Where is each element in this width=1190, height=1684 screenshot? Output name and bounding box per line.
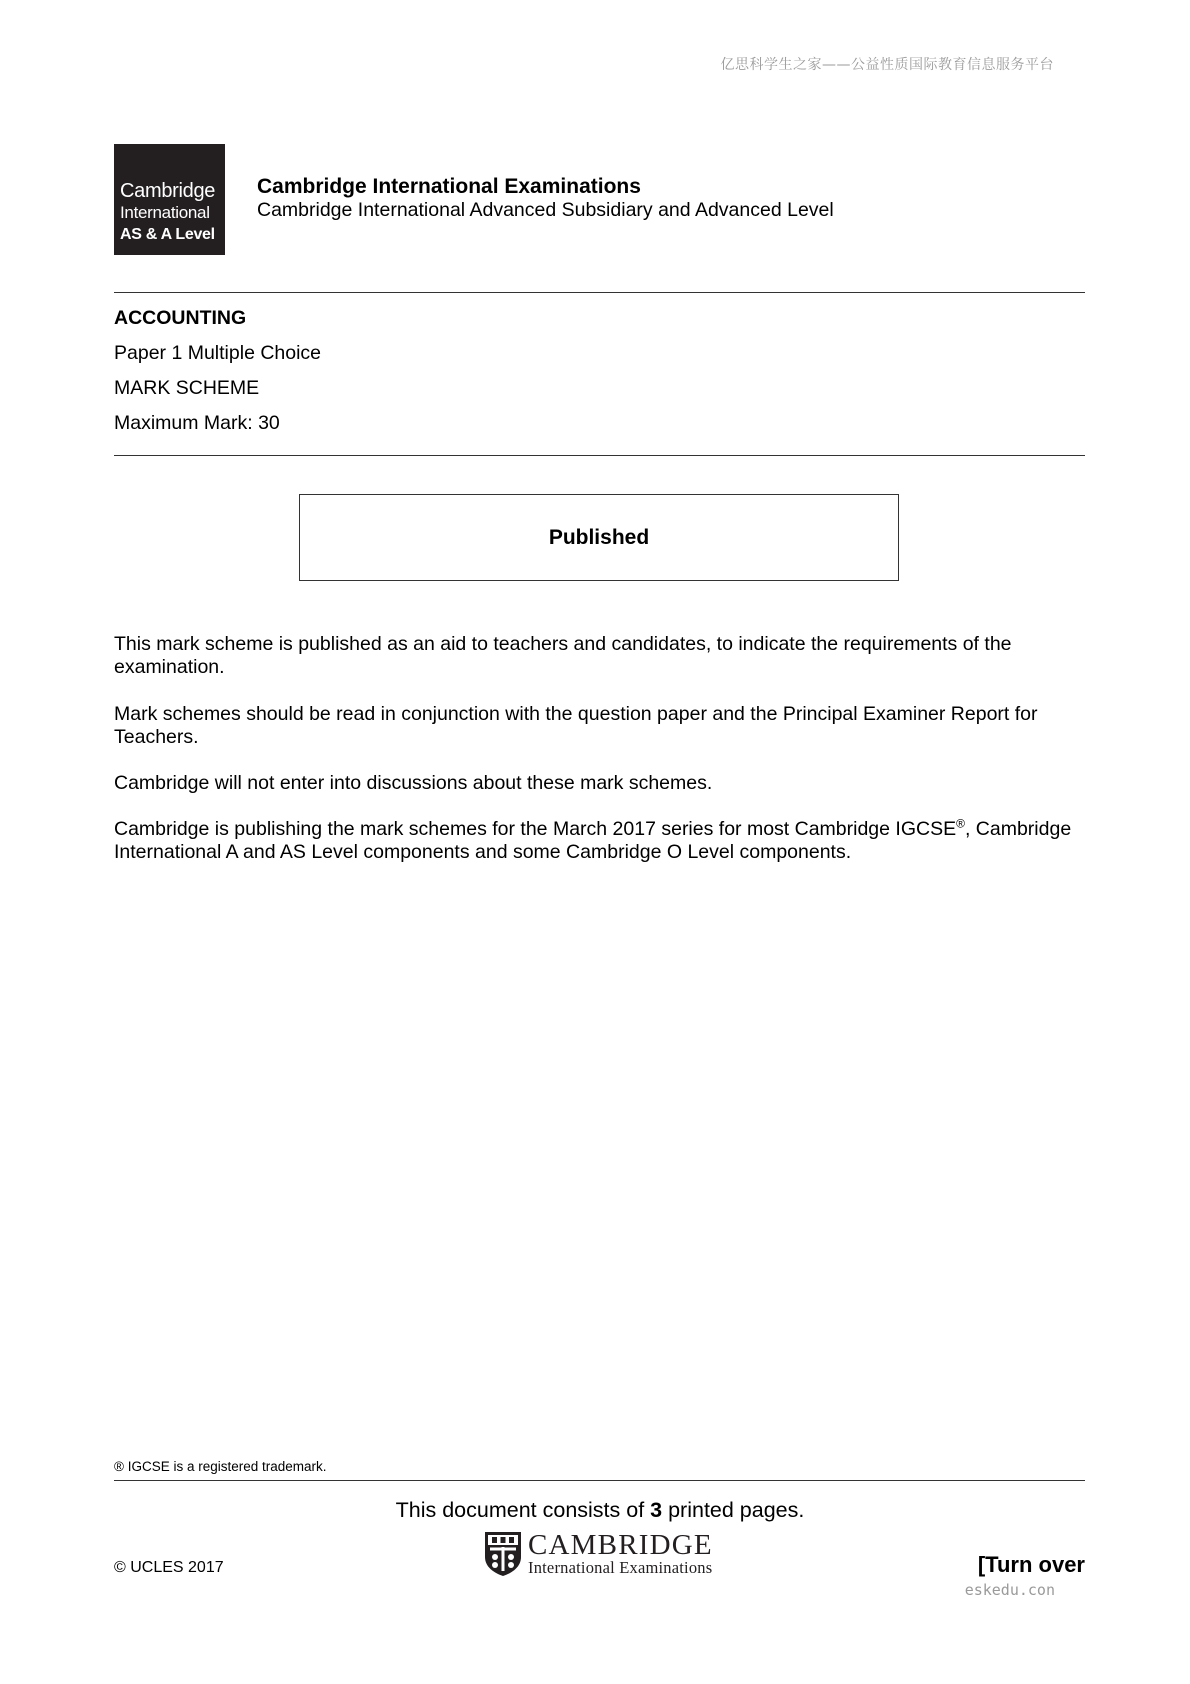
cambridge-shield-icon bbox=[484, 1531, 522, 1577]
logo-line-cambridge: Cambridge bbox=[120, 180, 216, 202]
divider-middle bbox=[114, 455, 1085, 456]
logo-line-international: International bbox=[120, 203, 210, 222]
published-status-box bbox=[299, 494, 899, 581]
maximum-mark-label: Maximum Mark: 30 bbox=[114, 412, 280, 434]
turn-over-label: [Turn over bbox=[977, 1552, 1085, 1577]
paragraph-discussions: Cambridge will not enter into discussions about these mark schemes. bbox=[114, 772, 713, 794]
published-label: Published bbox=[548, 525, 650, 549]
cie-logo-line2: International Examinations bbox=[528, 1558, 713, 1577]
watermark-bottom: eskedu.con bbox=[964, 1581, 1055, 1599]
header-subtitle: Cambridge International Advanced Subsidiary and Advanced Level bbox=[257, 199, 834, 221]
pages-suffix: printed pages. bbox=[662, 1498, 805, 1522]
trademark-footnote: ® IGCSE is a registered trademark. bbox=[114, 1459, 327, 1474]
logo-line-level: AS & A Level bbox=[120, 226, 215, 243]
paper-label: Paper 1 Multiple Choice bbox=[114, 342, 322, 364]
watermark-top: 亿思科学生之家——公益性质国际教育信息服务平台 bbox=[720, 57, 1054, 73]
header-title: Cambridge International Examinations bbox=[257, 175, 641, 198]
cie-logo-line1: CAMBRIDGE bbox=[528, 1529, 713, 1561]
registered-mark: ® bbox=[956, 816, 965, 831]
pages-prefix: This document consists of bbox=[395, 1498, 651, 1522]
cambridge-as-a-level-logo bbox=[114, 144, 225, 255]
paragraph-series-part1: Cambridge is publishing the mark schemes for the March 2017 series for most Cambridge IGCSE bbox=[114, 818, 957, 840]
paragraph-conjunction: Mark schemes should be read in conjunction with the question paper and the Principal Examiner Report for Teachers. bbox=[114, 703, 1038, 748]
cambridge-international-examinations-logo bbox=[484, 1530, 713, 1578]
paragraph-purpose: This mark scheme is published as an aid to teachers and candidates, to indicate the requirements of the examination. bbox=[114, 633, 1012, 678]
paragraph-series-part2: , Cambridge International A and AS Level components and some Cambridge O Level components. bbox=[114, 818, 1072, 863]
subject-label: ACCOUNTING bbox=[114, 307, 247, 329]
document-type-label: MARK SCHEME bbox=[114, 377, 260, 399]
divider-footer bbox=[114, 1480, 1085, 1481]
copyright: © UCLES 2017 bbox=[114, 1559, 224, 1576]
pages-count: 3 bbox=[650, 1498, 663, 1522]
page-count-note bbox=[0, 1498, 1190, 1523]
paragraph-series bbox=[114, 818, 1085, 864]
divider-top bbox=[114, 292, 1085, 293]
